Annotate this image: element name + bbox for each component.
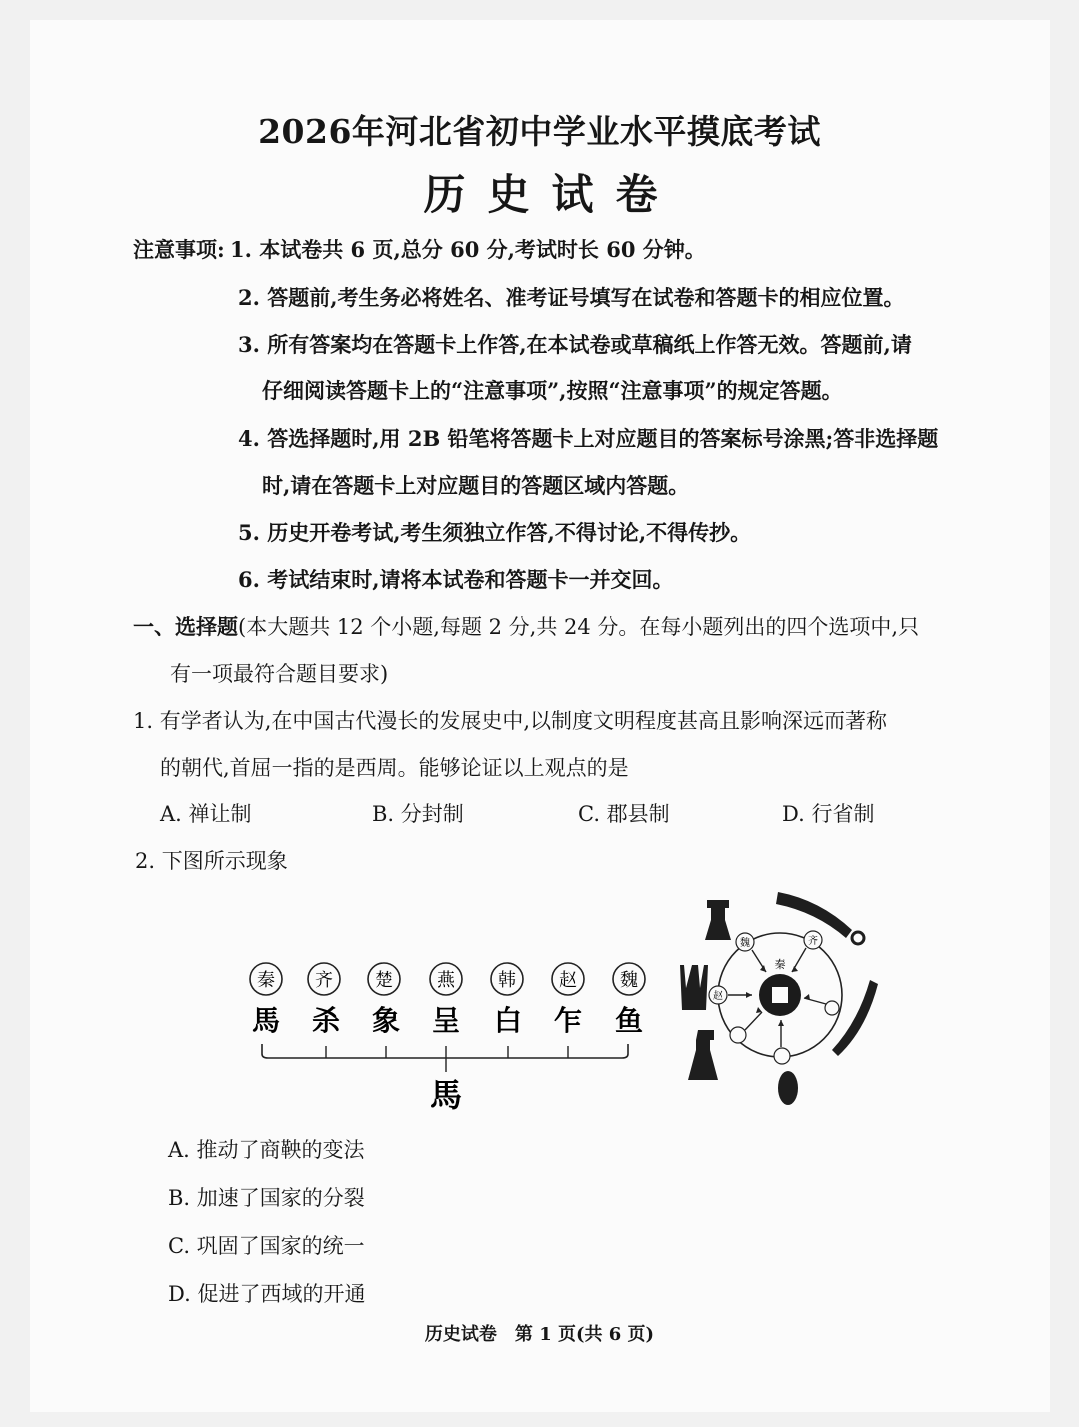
q1-stem-line2: 的朝代,首屈一指的是西周。能够论证以上观点的是 bbox=[160, 756, 629, 780]
regional-script-char: 杀 bbox=[311, 1004, 341, 1037]
coin-center-label: 秦 bbox=[774, 958, 786, 971]
note-line-6: 6. 考试结束时,请将本试卷和答题卡一并交回。 bbox=[238, 567, 674, 592]
q2-option-c: C. 巩固了国家的统一 bbox=[168, 1234, 365, 1258]
q2-option-d: D. 促进了西域的开通 bbox=[168, 1282, 366, 1306]
q1-option-b: B. 分封制 bbox=[372, 802, 464, 826]
spade-coin-icon bbox=[680, 965, 708, 1010]
q2-stem: 2. 下图所示现象 bbox=[135, 849, 288, 873]
spade-coin-icon bbox=[705, 900, 731, 940]
note-line-4b: 时,请在答题卡上对应题目的答题区域内答题。 bbox=[262, 473, 690, 498]
q1-stem-line1: 1. 有学者认为,在中国古代漫长的发展史中,以制度文明程度甚高且影响深远而著称 bbox=[133, 709, 888, 733]
state-label: 赵 bbox=[559, 970, 577, 991]
spade-coin-icon bbox=[688, 1030, 718, 1080]
merge-bracket bbox=[262, 1044, 628, 1058]
coin-state-label: 魏 bbox=[740, 938, 750, 949]
currency-unification-diagram bbox=[680, 892, 878, 1105]
section-heading-label: 一、选择题 bbox=[133, 614, 238, 639]
state-script-row bbox=[250, 963, 645, 1037]
state-label: 秦 bbox=[257, 970, 275, 991]
regional-script-char: 呈 bbox=[431, 1004, 461, 1037]
exam-title: 2026年河北省初中学业水平摸底考试 bbox=[258, 112, 821, 151]
note-line-4: 4. 答选择题时,用 2B 铅笔将答题卡上对应题目的答案标号涂黑;答非选择题 bbox=[238, 426, 939, 451]
regional-script-char: 馬 bbox=[251, 1004, 281, 1037]
note-line-5: 5. 历史开卷考试,考生须独立作答,不得讨论,不得传抄。 bbox=[238, 520, 752, 545]
q2-option-a: A. 推动了商鞅的变法 bbox=[168, 1138, 365, 1162]
q1-option-c: C. 郡县制 bbox=[578, 802, 670, 826]
state-label: 楚 bbox=[375, 970, 393, 991]
note-line-2: 2. 答题前,考生务必将姓名、准考证号填写在试卷和答题卡的相应位置。 bbox=[238, 285, 905, 310]
coin-state-label: 齐 bbox=[808, 936, 818, 947]
regional-script-char: 乍 bbox=[553, 1004, 583, 1037]
state-label: 魏 bbox=[620, 970, 638, 991]
regional-script-char: 鱼 bbox=[614, 1004, 644, 1037]
knife-coin-icon bbox=[832, 980, 878, 1056]
note-line-1: 1. 本试卷共 6 页,总分 60 分,考试时长 60 分钟。 bbox=[230, 237, 706, 262]
q1-option-d: D. 行省制 bbox=[782, 802, 875, 826]
q1-option-a: A. 禅让制 bbox=[160, 802, 252, 826]
regional-script-char: 象 bbox=[371, 1004, 401, 1037]
coin-state-label: 赵 bbox=[713, 991, 723, 1002]
notes-label: 注意事项: bbox=[133, 237, 225, 262]
state-label: 齐 bbox=[315, 970, 333, 991]
section-heading-line2: 有一项最符合题目要求) bbox=[170, 662, 389, 686]
regional-script-char: 白 bbox=[493, 1004, 523, 1037]
section-heading-text: (本大题共 12 个小题,每题 2 分,共 24 分。在每小题列出的四个选项中,只 bbox=[238, 615, 920, 639]
q2-option-b: B. 加速了国家的分裂 bbox=[168, 1186, 365, 1210]
bracket-ticks bbox=[326, 1046, 568, 1072]
exam-subject: 历史试卷 bbox=[423, 170, 680, 219]
shell-coin-icon bbox=[778, 1071, 798, 1105]
note-line-3b: 仔细阅读答题卡上的“注意事项”,按照“注意事项”的规定答题。 bbox=[262, 378, 843, 403]
state-label: 韩 bbox=[498, 970, 516, 991]
q2-figure bbox=[240, 880, 900, 1120]
section-heading bbox=[133, 611, 919, 641]
unified-script-char: 馬 bbox=[429, 1076, 463, 1114]
state-label: 燕 bbox=[437, 970, 455, 991]
page-footer: 历史试卷 第 1 页(共 6 页) bbox=[424, 1324, 655, 1345]
note-line-3: 3. 所有答案均在答题卡上作答,在本试卷或草稿纸上作答无效。答题前,请 bbox=[238, 332, 912, 357]
